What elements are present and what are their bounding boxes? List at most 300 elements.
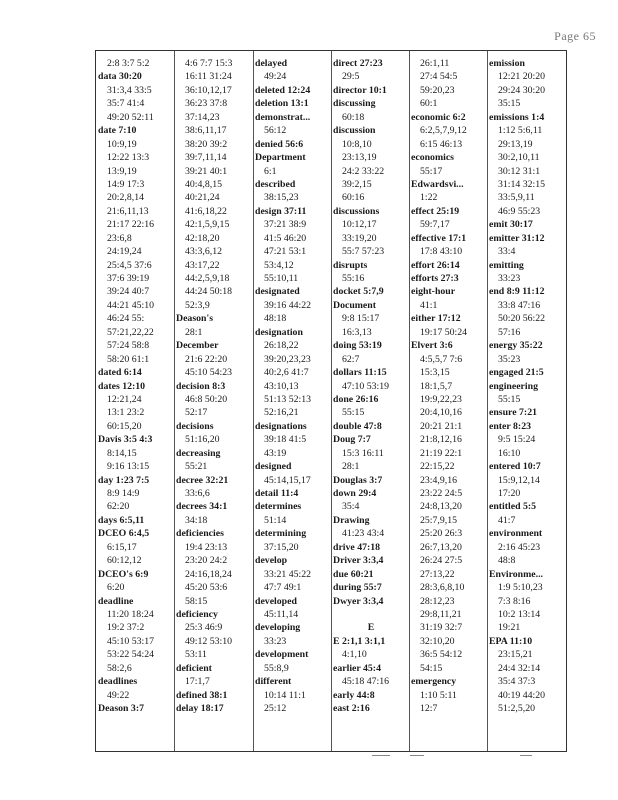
index-entry-term: down 29:4 <box>333 488 377 499</box>
index-entry-refs: 46:8 50:20 <box>185 393 228 405</box>
index-entry-refs: 52:16,21 <box>264 407 299 419</box>
index-entry-term: environment <box>489 528 543 540</box>
index-entry-refs: 19:4 23:13 <box>185 541 228 553</box>
index-entry-refs: 27:4 54:5 <box>420 71 458 83</box>
index-entry-refs: 21:6 22:20 <box>185 353 228 365</box>
index-entry-refs: 7:3 8:16 <box>498 595 531 607</box>
index-entry-term: either 17:12 <box>411 313 461 325</box>
index-entry-term: day 1:23 7:5 <box>98 474 150 486</box>
index-entry-refs: 58:15 <box>185 595 208 607</box>
index-entry-term: days 6:5,11 <box>98 514 145 526</box>
index-entry-refs: 62:7 <box>342 353 360 365</box>
index-entry-refs: 21:6,11,13 <box>107 205 149 217</box>
index-entry-refs: 37:14,23 <box>185 111 220 123</box>
index-entry-term: Dwyer 3:3,4 <box>333 595 384 607</box>
index-entry-refs: 6:20 <box>107 582 125 594</box>
index-entry-term: end 8:9 11:12 <box>489 286 545 298</box>
index-entry-refs: 45:18 47:16 <box>342 676 390 688</box>
index-entry-refs: 55:15 <box>498 393 521 405</box>
index-entry-refs: 38:15,23 <box>264 192 299 204</box>
index-entry-term: deficiency <box>176 608 218 620</box>
index-entry-refs: 23:20 24:2 <box>185 555 228 567</box>
index-entry-refs: 44:2,5,9,18 <box>185 273 230 284</box>
index-entry-refs: 44:21 45:10 <box>107 299 155 311</box>
index-entry-refs: 43:17,22 <box>185 259 220 271</box>
index-entry-refs: 23:4,9,16 <box>420 474 458 486</box>
index-entry-term: Environme... <box>489 568 543 580</box>
index-entry-term: emergency <box>411 676 457 688</box>
index-entry-refs: 45:11,14 <box>264 608 299 620</box>
index-entry-refs: 25:7,9,15 <box>420 514 458 526</box>
index-entry-term: designed <box>255 461 292 473</box>
index-entry-refs: 28:3,6,8,10 <box>420 582 465 594</box>
index-entry-refs: 60:12,12 <box>107 555 142 567</box>
index-entry-term: Edwardsvi... <box>411 178 464 190</box>
index-entry-term: during 55:7 <box>333 582 382 594</box>
index-entry-term: double 47:8 <box>333 420 382 432</box>
index-entry-term: E 2:1,1 3:1,1 <box>333 635 386 647</box>
index-entry-refs: 49:24 <box>264 71 287 83</box>
index-entry-refs: 23:22 24:5 <box>420 488 463 499</box>
index-entry-refs: 55:16 <box>342 273 365 284</box>
index-entry-term: discussing <box>333 98 376 110</box>
index-letter-heading: E <box>367 622 375 634</box>
index-entry-term: deletion 13:1 <box>255 98 309 110</box>
index-entry-refs: 12:21,24 <box>107 393 142 405</box>
index-entry-refs: 16:10 <box>498 447 521 459</box>
index-entry-refs: 17:1,7 <box>185 676 210 688</box>
index-entry-refs: 33:19,20 <box>342 232 377 244</box>
index-entry-refs: 1:12 5:6,11 <box>498 125 543 137</box>
index-entry-refs: 23:13,19 <box>342 152 377 164</box>
index-entry-refs: 41:5 46:20 <box>264 232 307 244</box>
index-entry-refs: 60:16 <box>342 192 365 204</box>
index-entry-refs: 33:8 47:16 <box>498 299 541 311</box>
index-entry-refs: 33:4 <box>498 246 516 258</box>
index-entry-refs: 25:20 26:3 <box>420 528 463 540</box>
scan-mark <box>410 755 424 756</box>
index-entry-refs: 41:7 <box>498 514 516 526</box>
index-entry-refs: 36:23 37:8 <box>185 98 228 110</box>
index-entry-refs: 51:14 <box>264 514 287 526</box>
index-entry-refs: 41:6,18,22 <box>185 205 227 217</box>
index-entry-term: determining <box>255 528 307 540</box>
index-column-5 <box>411 57 487 715</box>
index-entry-refs: 21:8,12,16 <box>420 434 462 446</box>
index-entry-refs: 50:20 56:22 <box>498 313 546 325</box>
index-entry-refs: 49:22 <box>107 689 130 701</box>
index-entry-refs: 32:10,20 <box>420 635 455 647</box>
index-entry-refs: 45:14,15,17 <box>264 474 311 486</box>
index-entry-term: dollars 11:15 <box>333 367 387 379</box>
index-entry-refs: 37:6 39:19 <box>107 273 150 284</box>
index-entry-refs: 39:18 41:5 <box>264 434 307 446</box>
index-entry-term: DCEO's 6:9 <box>98 568 149 580</box>
index-entry-refs: 59:20,23 <box>420 84 455 96</box>
index-entry-term: Elvert 3:6 <box>411 340 453 352</box>
index-entry-refs: 33:6,6 <box>185 488 210 499</box>
index-entry-term: Department <box>255 152 306 164</box>
index-entry-refs: 31:3,4 33:5 <box>107 84 152 96</box>
index-entry-refs: 62:20 <box>107 501 130 513</box>
index-entry-term: detail 11:4 <box>255 488 299 499</box>
index-entry-refs: 23:15,21 <box>498 649 533 661</box>
index-entry-term: decisions <box>176 420 214 432</box>
index-entry-term: decreasing <box>176 447 221 459</box>
index-entry-refs: 22:15,22 <box>420 461 455 473</box>
index-entry-refs: 16:3,13 <box>342 326 372 338</box>
index-entry-refs: 46:24 55: <box>107 313 145 325</box>
index-entry-term: Deason 3:7 <box>98 703 144 714</box>
index-entry-refs: 20:4,10,16 <box>420 407 462 419</box>
index-entry-term: defined 38:1 <box>176 689 228 701</box>
index-entry-refs: 39:2,15 <box>342 178 372 190</box>
index-entry-term: emitting <box>489 259 524 271</box>
index-entry-refs: 47:10 53:19 <box>342 380 390 392</box>
index-entry-refs: 12:21 20:20 <box>498 71 546 83</box>
index-entry-refs: 45:10 53:17 <box>107 635 155 647</box>
index-entry-term: entitled 5:5 <box>489 501 537 513</box>
index-entry-refs: 28:12,23 <box>420 595 455 607</box>
index-entry-term: different <box>255 676 292 688</box>
index-entry-term: early 44:8 <box>333 689 375 701</box>
index-entry-refs: 56:12 <box>264 125 287 137</box>
index-entry-refs: 29:13,19 <box>498 138 533 150</box>
index-entry-refs: 55:21 <box>185 461 208 473</box>
index-entry-refs: 24:2 33:22 <box>342 165 385 177</box>
index-entry-term: engineering <box>489 380 538 392</box>
index-entry-refs: 55:17 <box>420 165 443 177</box>
index-entry-refs: 53:11 <box>185 649 207 661</box>
index-entry-refs: 33:21 45:22 <box>264 568 312 580</box>
index-entry-refs: 11:20 18:24 <box>107 608 154 620</box>
index-entry-refs: 40:4,8,15 <box>185 178 223 190</box>
index-entry-refs: 57:21,22,22 <box>107 326 154 338</box>
index-entry-refs: 54:15 <box>420 662 443 674</box>
index-entry-refs: 10:12,17 <box>342 219 377 231</box>
index-entry-refs: 39:24 40:7 <box>107 286 150 298</box>
index-entry-refs: 15:3,15 <box>420 367 450 379</box>
index-entry-term: developed <box>255 595 297 607</box>
index-entry-term: Deason's <box>176 313 214 325</box>
index-entry-refs: 33:23 <box>498 273 521 284</box>
column-divider <box>487 51 488 751</box>
index-entry-refs: 60:18 <box>342 111 365 123</box>
bottom-scan-marks <box>0 752 618 762</box>
index-entry-refs: 53:22 54:24 <box>107 649 155 661</box>
index-entry-term: emit 30:17 <box>489 219 533 231</box>
index-entry-refs: 12:22 13:3 <box>107 152 150 164</box>
word-index-table <box>95 50 567 752</box>
index-column-6 <box>489 57 565 715</box>
index-entry-refs: 26:18,22 <box>264 340 299 352</box>
index-entry-refs: 25:4,5 37:6 <box>107 259 152 271</box>
scan-mark <box>372 755 390 756</box>
index-entry-refs: 29:5 <box>342 71 360 83</box>
index-entry-term: effective 17:1 <box>411 232 467 244</box>
index-entry-term: EPA 11:10 <box>489 635 533 647</box>
index-entry-refs: 24:19,24 <box>107 246 142 258</box>
column-divider <box>409 51 410 751</box>
index-entry-refs: 19:17 50:24 <box>420 326 468 338</box>
index-entry-refs: 20:21 21:1 <box>420 420 463 432</box>
index-entry-refs: 40:21,24 <box>185 192 220 204</box>
index-entry-refs: 26:24 27:5 <box>420 555 463 567</box>
index-entry-term: earlier 45:4 <box>333 662 381 674</box>
index-entry-term: determines <box>255 501 302 513</box>
index-entry-refs: 17:8 43:10 <box>420 246 463 258</box>
index-entry-refs: 51:13 52:13 <box>264 393 312 405</box>
column-divider <box>331 51 332 751</box>
index-entry-term: due 60:21 <box>333 568 374 580</box>
index-entry-term: data 30:20 <box>98 71 142 83</box>
index-entry-term: east 2:16 <box>333 703 370 714</box>
index-entry-refs: 33:23 <box>264 635 287 647</box>
index-entry-refs: 43:19 <box>264 447 287 459</box>
index-entry-refs: 38:20 39:2 <box>185 138 228 150</box>
index-entry-refs: 31:19 32:7 <box>420 622 463 634</box>
index-entry-refs: 2:16 45:23 <box>498 541 541 553</box>
index-entry-term: entered 10:7 <box>489 461 541 473</box>
index-entry-refs: 1:22 <box>420 192 438 204</box>
index-entry-refs: 27:13,22 <box>420 568 455 580</box>
index-entry-refs: 36:5 54:12 <box>420 649 463 661</box>
index-entry-term: director 10:1 <box>333 84 387 96</box>
index-column-3 <box>255 57 331 715</box>
index-entry-term: decree 32:21 <box>176 474 229 486</box>
index-entry-refs: 35:4 <box>342 501 360 513</box>
index-entry-refs: 4:1,10 <box>342 649 367 661</box>
index-entry-term: engaged 21:5 <box>489 367 544 379</box>
index-entry-refs: 39:7,11,14 <box>185 152 227 164</box>
index-entry-refs: 10:8,10 <box>342 138 372 150</box>
index-entry-refs <box>333 608 409 621</box>
index-entry-term: disrupts <box>333 259 368 271</box>
index-entry-term: Drawing <box>333 514 370 526</box>
index-entry-term: doing 53:19 <box>333 340 382 352</box>
index-column-1 <box>98 57 174 715</box>
index-entry-refs: 55:7 57:23 <box>342 246 385 258</box>
index-entry-refs: 24:4 32:14 <box>498 662 541 674</box>
index-entry-term: drive 47:18 <box>333 541 381 553</box>
index-entry-refs: 29:24 30:20 <box>498 84 546 96</box>
index-entry-refs: 43:10,13 <box>264 380 299 392</box>
index-entry-term: emission <box>489 58 525 69</box>
index-entry-term: designations <box>255 420 307 432</box>
index-entry-refs: 6:15,17 <box>107 541 137 553</box>
index-entry-refs: 53:4,12 <box>264 259 294 271</box>
index-entry-refs: 48:18 <box>264 313 287 325</box>
index-entry-refs: 1:10 5:11 <box>420 689 457 701</box>
index-entry-refs: 35:7 41:4 <box>107 98 145 110</box>
index-entry-refs: 18:1,5,7 <box>420 380 453 392</box>
index-entry-term: Douglas 3:7 <box>333 474 383 486</box>
index-entry-term: date 7:10 <box>98 125 137 137</box>
index-entry-term: done 26:16 <box>333 393 379 405</box>
index-entry-refs: 47:7 49:1 <box>264 582 302 594</box>
index-entry-refs: 60:15,20 <box>107 420 142 432</box>
index-entry-refs: 58:20 61:1 <box>107 353 150 365</box>
index-entry-refs: 58:2,6 <box>107 662 132 674</box>
index-entry-term: energy 35:22 <box>489 340 543 352</box>
index-entry-refs: 51:2,5,20 <box>498 703 536 714</box>
index-entry-refs: 30:2,10,11 <box>498 152 540 164</box>
index-entry-term: emissions 1:4 <box>489 111 545 123</box>
index-entry-term: economic 6:2 <box>411 111 466 123</box>
index-entry-refs: 35:4 37:3 <box>498 676 536 688</box>
index-entry-refs: 9:5 15:24 <box>498 434 536 446</box>
index-entry-term: deleted 12:24 <box>255 84 311 96</box>
index-entry-refs: 39:16 44:22 <box>264 299 312 311</box>
index-entry-refs: 55:8,9 <box>264 662 289 674</box>
index-entry-refs: 52:3,9 <box>185 299 210 311</box>
index-entry-refs: 6:1 <box>264 165 277 177</box>
index-entry-term: deficient <box>176 662 212 674</box>
index-column-2 <box>176 57 252 715</box>
index-entry-term: eight-hour <box>411 286 456 298</box>
index-entry-term: dates 12:10 <box>98 380 146 392</box>
index-entry-refs: 24:8,13,20 <box>420 501 462 513</box>
index-entry-refs: 19:9,22,23 <box>420 393 462 405</box>
index-entry-term: docket 5:7,9 <box>333 286 384 298</box>
index-entry-refs: 45:10 54:23 <box>185 367 233 379</box>
index-entry-term: enter 8:23 <box>489 420 531 432</box>
index-entry-refs: 13:1 23:2 <box>107 407 145 419</box>
index-entry-term: demonstrat... <box>255 111 311 123</box>
index-entry-refs: 19:21 <box>498 622 521 634</box>
index-entry-term: DCEO 6:4,5 <box>98 528 150 540</box>
index-entry-refs: 28:1 <box>342 461 360 473</box>
index-entry-refs: 57:16 <box>498 326 521 338</box>
index-entry-term: developing <box>255 622 301 634</box>
index-entry-refs: 21:19 22:1 <box>420 447 463 459</box>
index-entry-refs: 28:1 <box>185 326 203 338</box>
index-entry-term: designation <box>255 326 303 338</box>
index-entry-refs: 8:14,15 <box>107 447 137 459</box>
index-entry-refs: 37:21 38:9 <box>264 219 307 231</box>
index-entry-refs: 43:3,6,12 <box>185 246 223 258</box>
index-entry-refs: 23:6,8 <box>107 232 132 244</box>
index-entry-term: Davis 3:5 4:3 <box>98 434 153 446</box>
index-entry-refs: 35:23 <box>498 353 521 365</box>
index-entry-refs: 10:2 13:14 <box>498 608 541 620</box>
index-entry-refs: 15:9,12,14 <box>498 474 540 486</box>
index-entry-refs: 8:9 14:9 <box>107 488 140 499</box>
column-divider <box>253 51 254 751</box>
index-entry-refs: 9:16 13:15 <box>107 461 150 473</box>
index-entry-term: discussion <box>333 125 376 137</box>
index-entry-refs: 10:9,19 <box>107 138 137 150</box>
index-entry-refs: 40:19 44:20 <box>498 689 546 701</box>
index-entry-term: economics <box>411 152 454 164</box>
index-entry-term: Doug 7:7 <box>333 434 371 446</box>
index-entry-refs: 25:12 <box>264 703 287 714</box>
index-entry-refs: 1:9 5:10,23 <box>498 582 543 594</box>
index-entry-refs: 46:9 55:23 <box>498 205 541 217</box>
index-entry-refs: 49:20 52:11 <box>107 111 154 123</box>
index-entry-refs: 14:9 17:3 <box>107 178 145 190</box>
index-entry-term: effect 25:19 <box>411 205 460 217</box>
index-entry-refs: 2:8 3:7 5:2 <box>107 58 150 69</box>
index-entry-refs: 44:24 50:18 <box>185 286 233 298</box>
index-entry-refs: 42:1,5,9,15 <box>185 219 230 231</box>
index-entry-refs: 55:10,11 <box>264 273 299 284</box>
index-entry-term: development <box>255 649 309 661</box>
index-entry-refs: 36:10,12,17 <box>185 84 232 96</box>
index-entry-refs: 33:5,9,11 <box>498 192 535 204</box>
index-entry-refs: 38:6,11,17 <box>185 125 227 137</box>
index-entry-refs: 26:1,11 <box>420 58 450 69</box>
index-entry-refs: 34:18 <box>185 514 208 526</box>
page-number-label: Page 65 <box>554 29 596 43</box>
index-entry-term: denied 56:6 <box>255 138 304 150</box>
index-entry-term: efforts 27:3 <box>411 273 459 284</box>
index-entry-refs: 47:21 53:1 <box>264 246 307 258</box>
index-entry-refs: 21:17 22:16 <box>107 219 155 231</box>
index-entry-term: delay 18:17 <box>176 703 224 714</box>
index-entry-refs: 41:23 43:4 <box>342 528 385 540</box>
index-entry-refs: 45:20 53:6 <box>185 582 228 594</box>
index-entry-term: Driver 3:3,4 <box>333 555 384 567</box>
index-entry-refs: 19:2 37:2 <box>107 622 145 634</box>
index-entry-term: discussions <box>333 205 380 217</box>
index-entry-refs: 59:7,17 <box>420 219 450 231</box>
column-divider <box>174 51 175 751</box>
index-entry-term: decision 8:3 <box>176 380 226 392</box>
index-entry-refs: 26:7,13,20 <box>420 541 462 553</box>
index-entry-refs: 41:1 <box>420 299 438 311</box>
index-entry-refs: 6:2,5,7,9,12 <box>420 125 467 137</box>
index-entry-refs: 31:14 32:15 <box>498 178 546 190</box>
index-entry-term: designated <box>255 286 300 298</box>
index-entry-term: deadline <box>98 595 134 607</box>
index-entry-refs: 15:3 16:11 <box>342 447 384 459</box>
index-entry-refs: 12:7 <box>420 703 438 714</box>
index-column-4 <box>333 57 409 715</box>
scan-mark <box>520 755 532 756</box>
index-entry-refs: 35:15 <box>498 98 521 110</box>
index-entry-term: described <box>255 178 296 190</box>
index-entry-term: deadlines <box>98 676 138 688</box>
index-entry-refs: 9:8 15:17 <box>342 313 380 325</box>
index-entry-refs: 40:2,6 41:7 <box>264 367 309 379</box>
index-entry-refs: 4:6 7:7 15:3 <box>185 58 233 69</box>
index-entry-refs: 39:21 40:1 <box>185 165 228 177</box>
index-entry-refs: 42:18,20 <box>185 232 220 244</box>
index-entry-refs: 13:9,19 <box>107 165 137 177</box>
index-entry-refs: 52:17 <box>185 407 208 419</box>
index-entry-refs: 51:16,20 <box>185 434 220 446</box>
index-entry-refs: 30:12 31:1 <box>498 165 541 177</box>
index-entry-term: direct 27:23 <box>333 58 383 69</box>
index-entry-term: dated 6:14 <box>98 367 142 379</box>
index-entry-refs: 20:2,8,14 <box>107 192 145 204</box>
index-entry-refs: 25:3 46:9 <box>185 622 223 634</box>
index-entry-refs: 10:14 11:1 <box>264 689 306 701</box>
index-entry-refs: 29:8,11,21 <box>420 608 462 620</box>
index-entry-refs: 4:5,5,7 7:6 <box>420 353 463 365</box>
index-entry-refs: 17:20 <box>498 488 521 499</box>
index-entry-refs: 55:15 <box>342 407 365 419</box>
index-entry-refs: 57:24 58:8 <box>107 340 150 352</box>
index-entry-term: develop <box>255 555 288 567</box>
index-entry-refs: 37:15,20 <box>264 541 299 553</box>
index-entry-term: design 37:11 <box>255 205 307 217</box>
index-entry-refs: 60:1 <box>420 98 438 110</box>
index-entry-term: effort 26:14 <box>411 259 460 271</box>
index-entry-refs: 49:12 53:10 <box>185 635 233 647</box>
index-entry-refs: 39:20,23,23 <box>264 353 311 365</box>
